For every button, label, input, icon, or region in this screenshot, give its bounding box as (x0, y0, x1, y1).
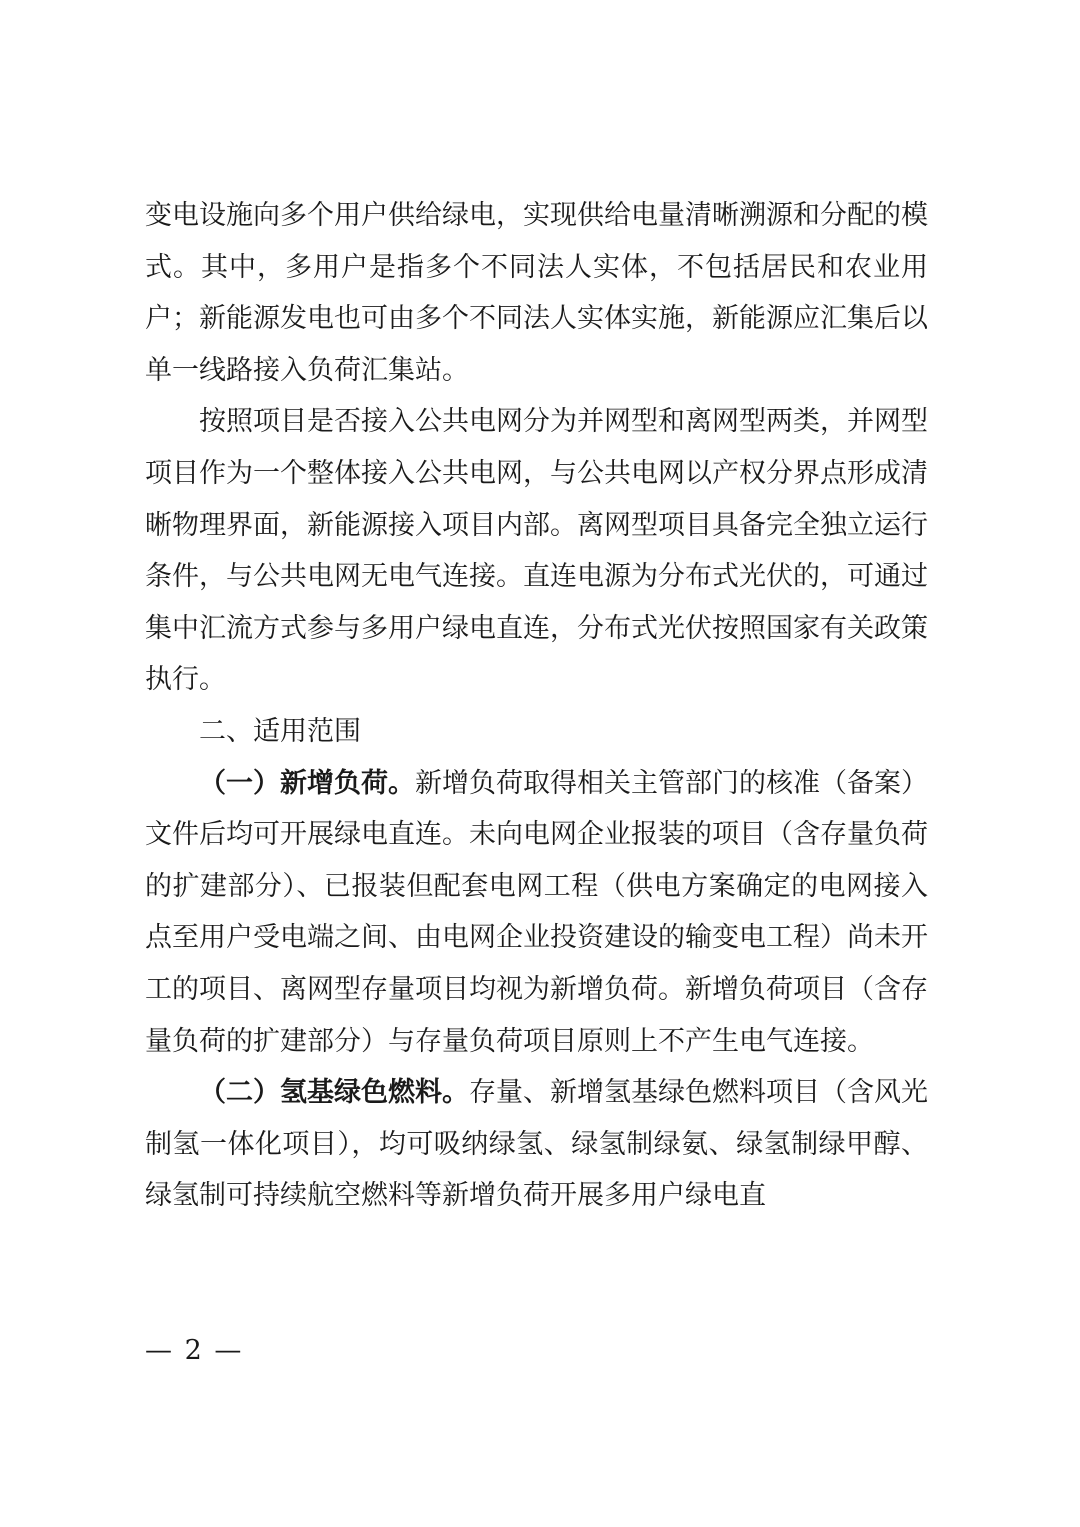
paragraph-continued: 变电设施向多个用户供给绿电，实现供给电量清晰溯源和分配的模式。其中，多用户是指多个不同法人实体，不包括居民和农业用户；新能源发电也可由多个不同法人实体实施，新能源应汇集后以单一线路接入负荷汇集站。 (145, 200, 928, 386)
item-new-load-lead: （一）新增负荷。 (199, 767, 415, 799)
page-number: — 2 — (145, 1335, 244, 1366)
document-body (145, 190, 928, 1222)
section-heading-scope: 二、适用范围 (199, 715, 361, 747)
item-new-load (145, 758, 928, 1068)
item-hydrogen-fuel-lead: （二）氢基绿色燃料。 (199, 1077, 469, 1109)
paragraph-grid-types: 按照项目是否接入公共电网分为并网型和离网型两类，并网型项目作为一个整体接入公共电网，与公共电网以产权分界点形成清晰物理界面，新能源接入项目内部。离网型项目具备完全独立运行条件，与公共电网无电气连接。直连电源为分布式光伏的，可通过集中汇流方式参与多用户绿电直连，分布式光伏按照国家有关政策执行。 (145, 406, 928, 696)
item-new-load-body: 新增负荷取得相关主管部门的核准（备案）文件后均可开展绿电直连。未向电网企业报装的项目（含存量负荷的扩建部分）、已报装但配套电网工程（供电方案确定的电网接入点至用户受电端之间、由电网企业投资建设的输变电工程）尚未开工的项目、离网型存量项目均视为新增负荷。新增负荷项目（含存量负荷的扩建部分）与存量负荷项目原则上不产生电气连接。 (145, 767, 928, 1057)
item-hydrogen-fuel (145, 1067, 928, 1222)
item-hydrogen-fuel-body: 存量、新增氢基绿色燃料项目（含风光制氢一体化项目），均可吸纳绿氢、绿氢制绿氨、绿氢制绿甲醇、绿氢制可持续航空燃料等新增负荷开展多用户绿电直 (145, 1077, 928, 1212)
